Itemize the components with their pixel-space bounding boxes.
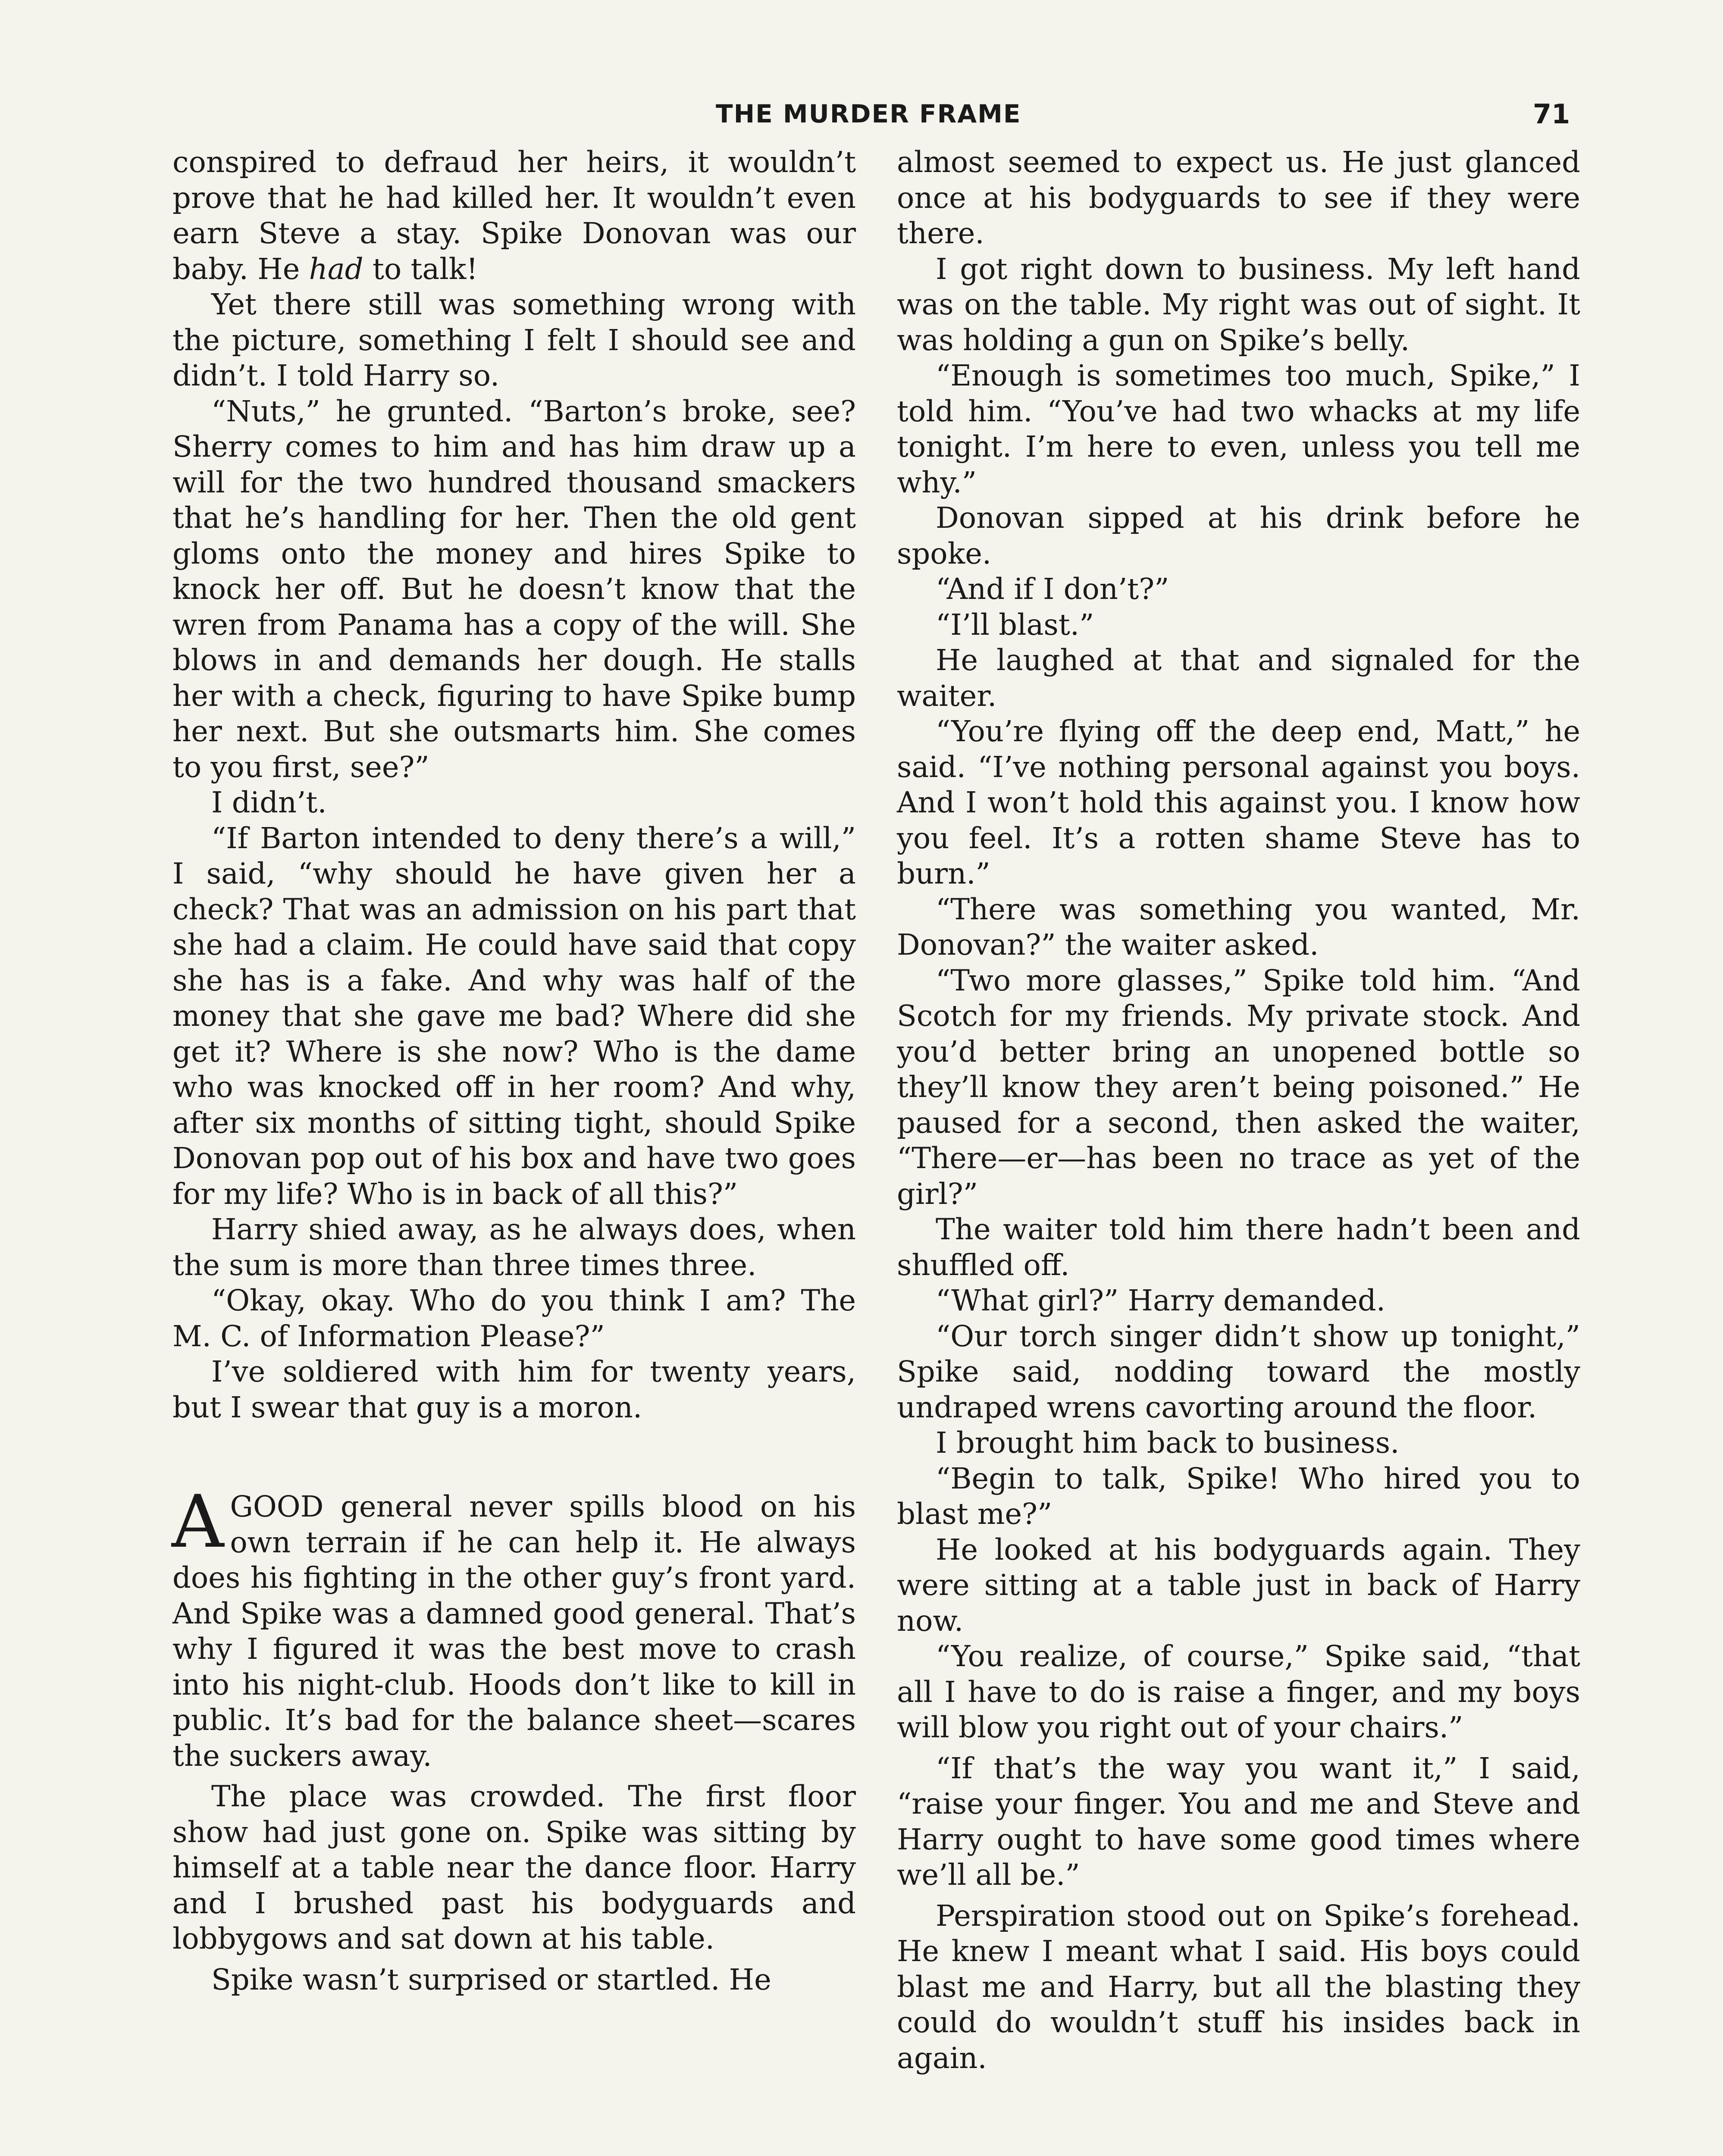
paragraph: The place was crowded. The first floor show had just gone on. Spike was sitting by himself at a table near the dance floor. Harry and I brushed past his bodyguards and lobbygows and sat down at his table.: [172, 1780, 856, 1955]
paragraph: “If that’s the way you want it,” I said, “raise your finger. You and me and Steve and Harry ought to have some good times where we’ll all be.”: [897, 1751, 1580, 1892]
paragraph: “Begin to talk, Spike! Who hired you to blast me?”: [897, 1461, 1580, 1531]
emphasis: had: [309, 252, 363, 286]
paragraph: [172, 144, 856, 287]
paragraph: Spike wasn’t surprised or startled. He: [211, 1962, 771, 1996]
paragraph: “Our torch singer didn’t show up tonight,” Spike said, nodding toward the mostly undraped wrens cavorting around the floor.: [897, 1319, 1580, 1424]
paragraph-drop-cap: [172, 1479, 856, 1774]
section-break: [172, 1425, 856, 1489]
text-run: to talk!: [363, 252, 478, 286]
paragraph: “What girl?” Harry demanded.: [936, 1284, 1386, 1317]
paragraph: “Two more glasses,” Spike told him. “And Scotch for my friends. My private stock. And you’d better bring an unopened bottle so they’ll know they aren’t being poisoned.” He paused for a second, then asked the waiter, “There—er—has been no trace as yet of the girl?”: [897, 963, 1580, 1211]
text-run: GOOD general never spills blood on his own terrain if he can help it. He always does his fighting in the other guy’s front yard. And Spike was a damned good general. That’s why I figured it was the best move to crash into his night-club. Hoods don’t like to kill in public. It’s bad for the balance sheet—scares the suckers away.: [172, 1490, 856, 1773]
drop-cap: A: [172, 1479, 224, 1564]
paragraph: Perspiration stood out on Spike’s forehead. He knew I meant what I said. His boys could blast me and Harry, but all the blasting they could do wouldn’t stuff his insides back in again.: [897, 1899, 1580, 2075]
paragraph: Harry shied away, as he always does, when the sum is more than three times three.: [172, 1213, 856, 1282]
paragraph: “You realize, of course,” Spike said, “that all I have to do is raise a finger, and my boys will blow you right out of your chairs.”: [897, 1639, 1580, 1744]
paragraph: I didn’t.: [211, 786, 327, 819]
running-title: THE MURDER FRAME: [716, 99, 1021, 128]
paragraph: “There was something you wanted, Mr. Donovan?” the waiter asked.: [897, 892, 1580, 962]
text-run: conspired to defraud her heirs, it wouldn’t prove that he had killed her. It wouldn’t even earn Steve a stay. Spike Donovan was our baby. He: [172, 145, 856, 286]
paragraph: The waiter told him there hadn’t been and shuffled off.: [897, 1213, 1580, 1282]
paragraph: “You’re flying off the deep end, Matt,” he said. “I’ve nothing personal against you boys. And I won’t hold this against you. I know how you feel. It’s a rotten shame Steve has to burn.”: [897, 714, 1580, 890]
paragraph: He looked at his bodyguards again. They were sitting at a table just in back of Harry now.: [897, 1532, 1580, 1638]
paragraph: Donovan sipped at his drink before he spoke.: [897, 501, 1580, 570]
paragraph: I’ve soldiered with him for twenty years, but I swear that guy is a moron.: [172, 1355, 856, 1424]
paragraph: “If Barton intended to deny there’s a will,” I said, “why should he have given her a check? That was an admission on his part that she had a claim. He could have said that copy she has is a fake. And why was half of the money that she gave me bad? Where did she get it? Where is she now? Who is the dame who was knocked off in her room? And why, after six months of sitting tight, should Spike Donovan pop out of his box and have two goes for my life? Who is in back of all this?”: [172, 821, 856, 1211]
paragraph: I brought him back to business.: [936, 1426, 1400, 1460]
paragraph: “Okay, okay. Who do you think I am? The M. C. of Information Please?”: [172, 1284, 856, 1353]
paragraph: “Enough is sometimes too much, Spike,” I told him. “You’ve had two whacks at my life tonight. I’m here to even, unless you tell me why.”: [897, 359, 1580, 499]
paragraph: “Nuts,” he grunted. “Barton’s broke, see? Sherry comes to him and has him draw up a will for the two hundred thousand smackers that he’s handling for her. Then the old gent gloms onto the money and hires Spike to knock her off. But he doesn’t know that the wren from Panama has a copy of the will. She blows in and demands her dough. He stalls her with a check, figuring to have Spike bump her next. But she outsmarts him. She comes to you first, see?”: [172, 394, 856, 784]
paragraph: “And if I don’t?”: [936, 572, 1169, 606]
paragraph: Yet there still was something wrong with the picture, something I felt I should see and didn’t. I told Harry so.: [172, 288, 856, 392]
paragraph: I got right down to business. My left hand was on the table. My right was out of sight. It was holding a gun on Spike’s belly.: [897, 252, 1580, 357]
left-column: [172, 144, 856, 1997]
paragraph: He laughed at that and signaled for the waiter.: [897, 643, 1580, 713]
page-number: 71: [1533, 98, 1570, 130]
paragraph: “I’ll blast.”: [936, 608, 1094, 642]
paragraph: almost seemed to expect us. He just glanced once at his bodyguards to see if they were there.: [897, 145, 1580, 250]
right-column: [897, 144, 1580, 2076]
